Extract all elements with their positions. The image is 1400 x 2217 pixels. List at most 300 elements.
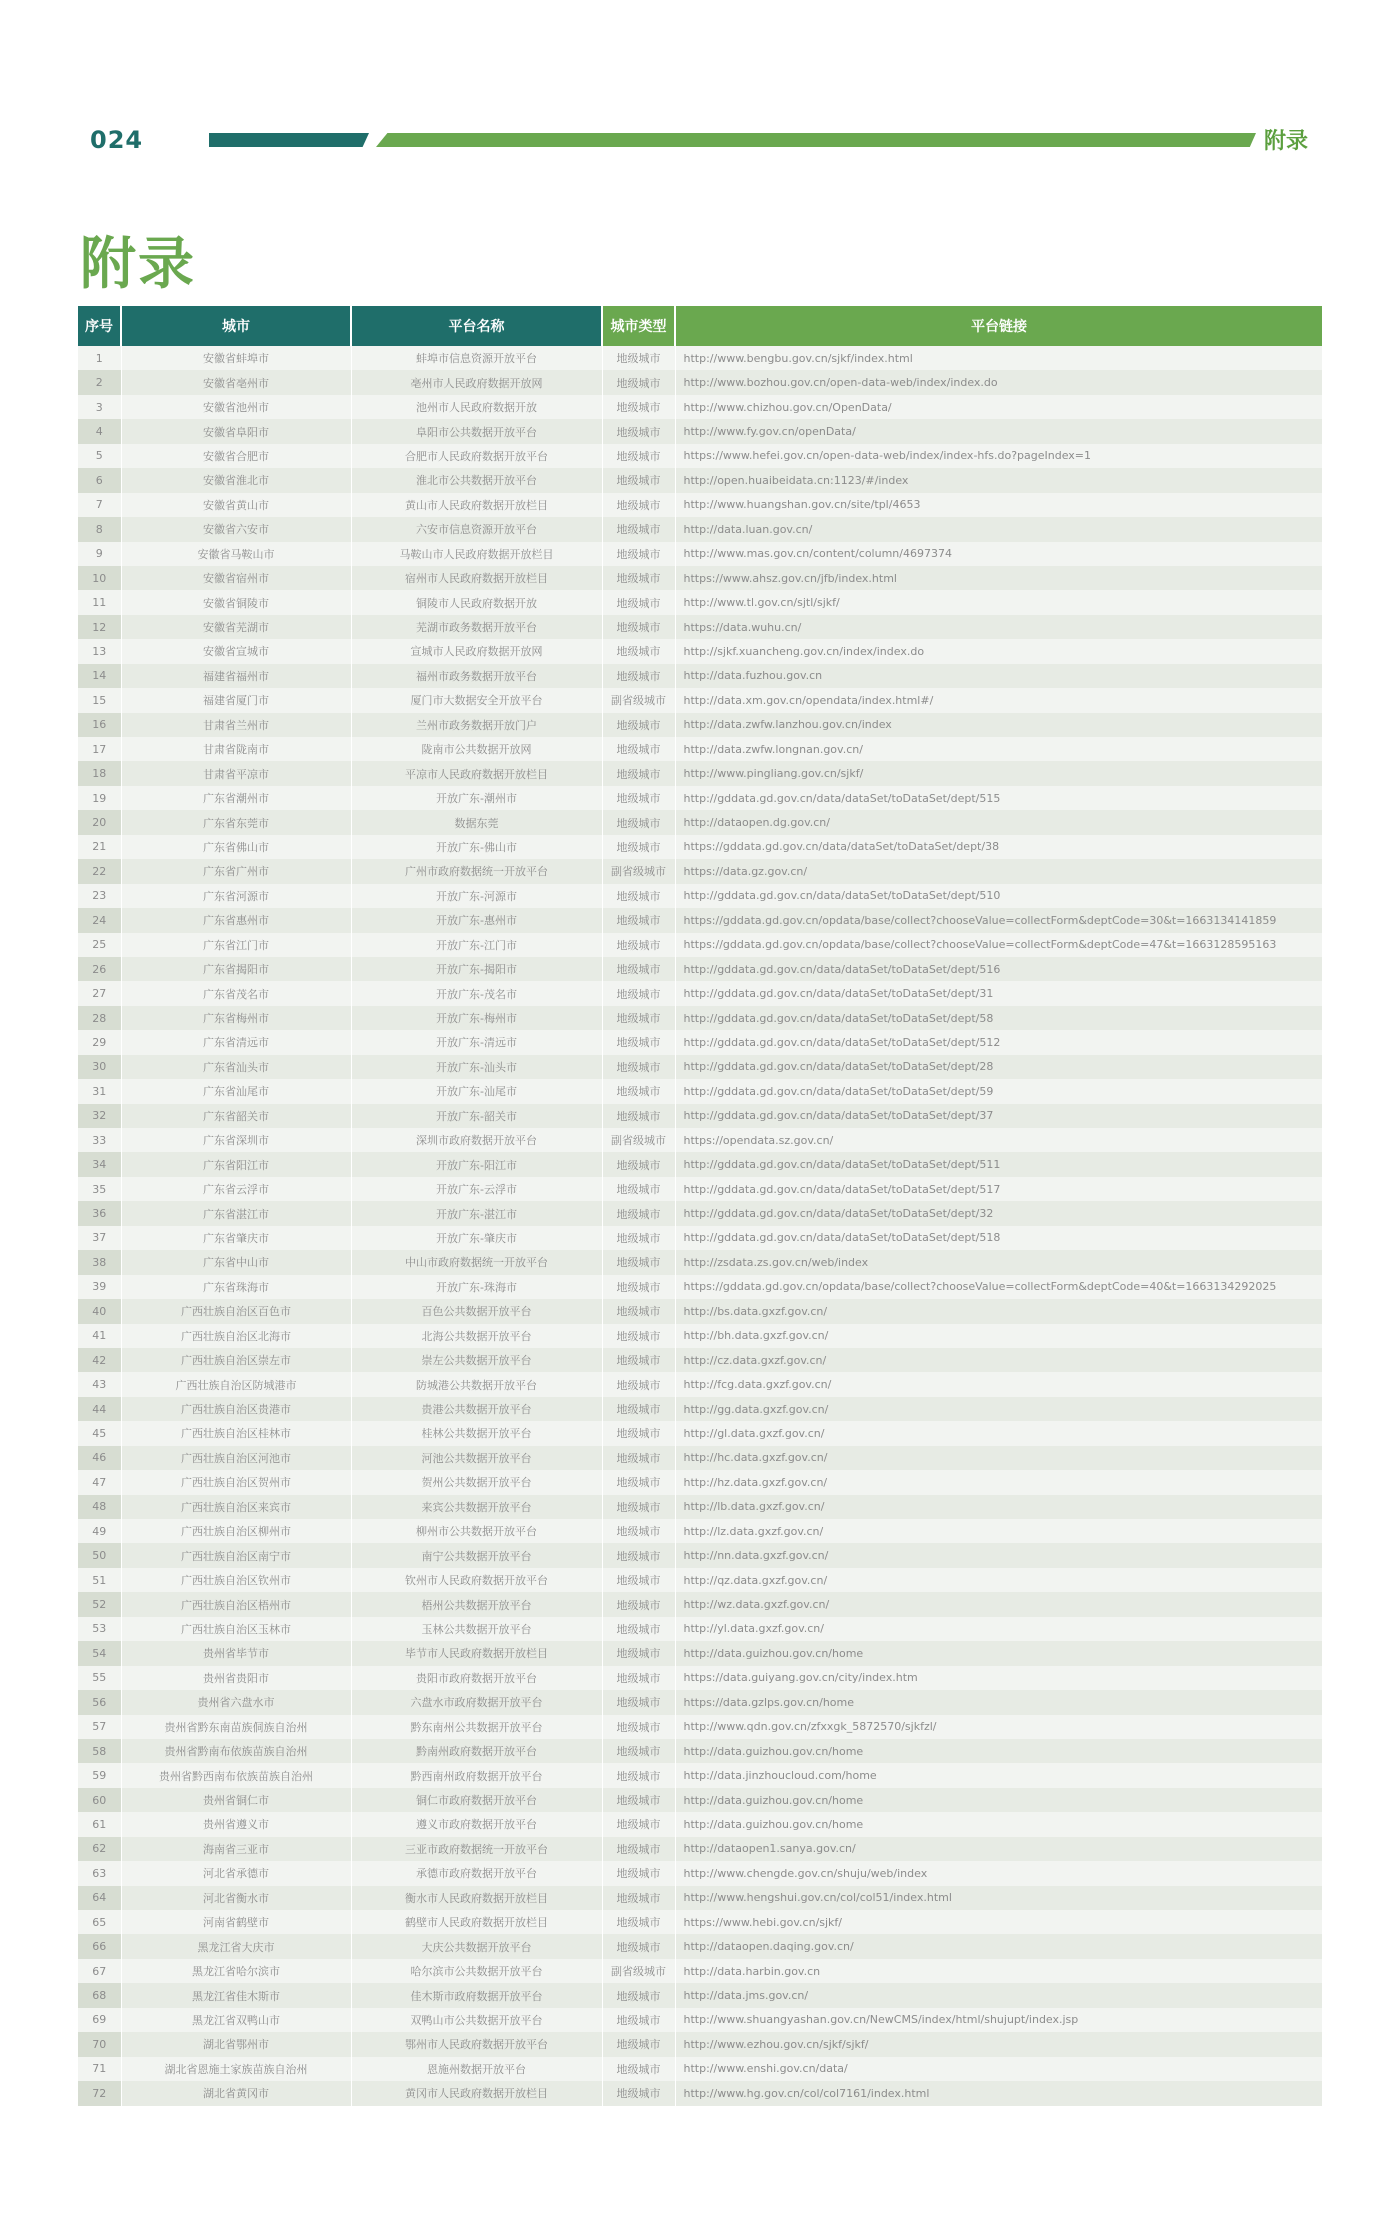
row-city-type: 地级城市 <box>602 1348 675 1372</box>
row-platform-link[interactable]: http://www.hengshui.gov.cn/col/col51/index.html <box>675 1886 1322 1910</box>
row-city-type: 地级城市 <box>602 981 675 1005</box>
table-row <box>78 615 1322 639</box>
row-city: 广东省佛山市 <box>121 835 351 859</box>
row-city: 河北省衡水市 <box>121 1886 351 1910</box>
row-city-type: 地级城市 <box>602 1641 675 1665</box>
table-row <box>78 957 1322 981</box>
table-row <box>78 1934 1322 1958</box>
row-seq: 19 <box>78 786 121 810</box>
row-platform-link[interactable]: http://bs.data.gxzf.gov.cn/ <box>675 1299 1322 1323</box>
table-row <box>78 370 1322 394</box>
table-row <box>78 1983 1322 2007</box>
table-row <box>78 1470 1322 1494</box>
row-city-type: 地级城市 <box>602 590 675 614</box>
row-platform-link[interactable]: http://dataopen1.sanya.gov.cn/ <box>675 1837 1322 1861</box>
table-header-row <box>78 306 1322 346</box>
column-header-city-type: 城市类型 <box>602 306 675 346</box>
row-city-type: 地级城市 <box>602 1861 675 1885</box>
row-seq: 36 <box>78 1201 121 1225</box>
row-platform-name: 黄山市人民政府数据开放栏目 <box>351 493 602 517</box>
row-platform-link[interactable]: http://www.qdn.gov.cn/zfxxgk_5872570/sjkfzl/ <box>675 1715 1322 1739</box>
table-row <box>78 1226 1322 1250</box>
row-platform-link[interactable]: http://www.shuangyashan.gov.cn/NewCMS/index/html/shujupt/index.jsp <box>675 2008 1322 2032</box>
row-city: 黑龙江省哈尔滨市 <box>121 1959 351 1983</box>
row-city: 甘肃省平凉市 <box>121 761 351 785</box>
row-city-type: 副省级城市 <box>602 1128 675 1152</box>
row-platform-name: 遵义市政府数据开放平台 <box>351 1812 602 1836</box>
row-platform-name: 衡水市人民政府数据开放栏目 <box>351 1886 602 1910</box>
row-city: 广东省深圳市 <box>121 1128 351 1152</box>
row-city: 广东省韶关市 <box>121 1104 351 1128</box>
row-platform-name: 百色公共数据开放平台 <box>351 1299 602 1323</box>
row-platform-name: 陇南市公共数据开放网 <box>351 737 602 761</box>
table-row <box>78 1837 1322 1861</box>
row-platform-link[interactable]: http://gddata.gd.gov.cn/data/dataSet/toDataSet/dept/510 <box>675 884 1322 908</box>
row-city-type: 地级城市 <box>602 664 675 688</box>
row-platform-link[interactable]: http://hc.data.gxzf.gov.cn/ <box>675 1446 1322 1470</box>
row-platform-link[interactable]: http://data.luan.gov.cn/ <box>675 517 1322 541</box>
table-row <box>78 346 1322 370</box>
row-seq: 45 <box>78 1421 121 1445</box>
row-city: 黑龙江省双鸭山市 <box>121 2008 351 2032</box>
row-platform-link[interactable]: http://open.huaibeidata.cn:1123/#/index <box>675 468 1322 492</box>
row-city: 贵州省贵阳市 <box>121 1666 351 1690</box>
table-row <box>78 1055 1322 1079</box>
row-platform-link[interactable]: https://gddata.gd.gov.cn/opdata/base/collect?chooseValue=collectForm&deptCode=40&t=1663134292025 <box>675 1275 1322 1299</box>
row-platform-link[interactable]: http://gddata.gd.gov.cn/data/dataSet/toDataSet/dept/511 <box>675 1152 1322 1176</box>
row-platform-link[interactable]: http://wz.data.gxzf.gov.cn/ <box>675 1592 1322 1616</box>
row-city: 河北省承德市 <box>121 1861 351 1885</box>
header-bar-teal <box>209 133 369 147</box>
row-platform-name: 开放广东-惠州市 <box>351 908 602 932</box>
row-platform-link[interactable]: http://www.pingliang.gov.cn/sjkf/ <box>675 761 1322 785</box>
row-city-type: 地级城市 <box>602 493 675 517</box>
row-platform-link[interactable]: https://gddata.gd.gov.cn/opdata/base/collect?chooseValue=collectForm&deptCode=47&t=1663128595163 <box>675 933 1322 957</box>
row-platform-link[interactable]: http://data.guizhou.gov.cn/home <box>675 1739 1322 1763</box>
table-row <box>78 419 1322 443</box>
row-platform-name: 六盘水市政府数据开放平台 <box>351 1690 602 1714</box>
row-city: 安徽省池州市 <box>121 395 351 419</box>
row-platform-name: 三亚市政府数据统一开放平台 <box>351 1837 602 1861</box>
row-platform-link[interactable]: https://data.gzlps.gov.cn/home <box>675 1690 1322 1714</box>
row-city-type: 地级城市 <box>602 1495 675 1519</box>
row-city: 贵州省六盘水市 <box>121 1690 351 1714</box>
row-city-type: 地级城市 <box>602 1983 675 2007</box>
row-city-type: 地级城市 <box>602 1690 675 1714</box>
row-platform-link[interactable]: http://www.bengbu.gov.cn/sjkf/index.html <box>675 346 1322 370</box>
row-city: 广西壮族自治区玉林市 <box>121 1617 351 1641</box>
table-row <box>78 1690 1322 1714</box>
row-city: 甘肃省陇南市 <box>121 737 351 761</box>
row-seq: 68 <box>78 1983 121 2007</box>
row-platform-link[interactable]: http://data.xm.gov.cn/opendata/index.html#/ <box>675 688 1322 712</box>
row-platform-name: 深圳市政府数据开放平台 <box>351 1128 602 1152</box>
row-city: 广东省广州市 <box>121 859 351 883</box>
row-seq: 58 <box>78 1739 121 1763</box>
table-row <box>78 1030 1322 1054</box>
row-city: 广东省汕尾市 <box>121 1079 351 1103</box>
row-platform-link[interactable]: http://www.chizhou.gov.cn/OpenData/ <box>675 395 1322 419</box>
table-row <box>78 1910 1322 1934</box>
table-row <box>78 786 1322 810</box>
row-city: 湖北省黄冈市 <box>121 2081 351 2105</box>
row-seq: 41 <box>78 1324 121 1348</box>
row-platform-link[interactable]: http://www.bozhou.gov.cn/open-data-web/index/index.do <box>675 370 1322 394</box>
row-platform-name: 柳州市公共数据开放平台 <box>351 1519 602 1543</box>
row-seq: 43 <box>78 1372 121 1396</box>
row-city-type: 地级城市 <box>602 444 675 468</box>
row-platform-name: 黔南州政府数据开放平台 <box>351 1739 602 1763</box>
row-platform-link[interactable]: http://dataopen.dg.gov.cn/ <box>675 810 1322 834</box>
row-seq: 3 <box>78 395 121 419</box>
row-city: 广东省珠海市 <box>121 1275 351 1299</box>
row-platform-link[interactable]: http://www.hg.gov.cn/col/col7161/index.html <box>675 2081 1322 2105</box>
row-platform-name: 黔东南州公共数据开放平台 <box>351 1715 602 1739</box>
page-title: 附录 <box>80 232 196 297</box>
row-platform-name: 广州市政府数据统一开放平台 <box>351 859 602 883</box>
row-seq: 50 <box>78 1543 121 1567</box>
row-platform-name: 厦门市大数据安全开放平台 <box>351 688 602 712</box>
table-row <box>78 1812 1322 1836</box>
row-platform-name: 贵港公共数据开放平台 <box>351 1397 602 1421</box>
row-platform-name: 开放广东-珠海市 <box>351 1275 602 1299</box>
row-platform-name: 蚌埠市信息资源开放平台 <box>351 346 602 370</box>
table-row <box>78 981 1322 1005</box>
row-platform-link[interactable]: http://www.enshi.gov.cn/data/ <box>675 2057 1322 2081</box>
row-platform-name: 开放广东-佛山市 <box>351 835 602 859</box>
row-platform-name: 承德市政府数据开放平台 <box>351 1861 602 1885</box>
row-city: 广西壮族自治区南宁市 <box>121 1543 351 1567</box>
table-row <box>78 639 1322 663</box>
row-city-type: 地级城市 <box>602 1226 675 1250</box>
row-seq: 8 <box>78 517 121 541</box>
table-row <box>78 713 1322 737</box>
row-seq: 70 <box>78 2032 121 2056</box>
row-seq: 47 <box>78 1470 121 1494</box>
row-seq: 39 <box>78 1275 121 1299</box>
row-platform-link[interactable]: http://hz.data.gxzf.gov.cn/ <box>675 1470 1322 1494</box>
row-city: 广东省茂名市 <box>121 981 351 1005</box>
row-platform-link[interactable]: https://data.gz.gov.cn/ <box>675 859 1322 883</box>
row-platform-link[interactable]: http://data.harbin.gov.cn <box>675 1959 1322 1983</box>
row-platform-name: 梧州公共数据开放平台 <box>351 1592 602 1616</box>
row-platform-link[interactable]: http://lz.data.gxzf.gov.cn/ <box>675 1519 1322 1543</box>
row-platform-link[interactable]: https://www.hebi.gov.cn/sjkf/ <box>675 1910 1322 1934</box>
row-city: 广东省潮州市 <box>121 786 351 810</box>
row-seq: 31 <box>78 1079 121 1103</box>
row-platform-link[interactable]: http://dataopen.daqing.gov.cn/ <box>675 1934 1322 1958</box>
row-seq: 7 <box>78 493 121 517</box>
row-city-type: 地级城市 <box>602 1592 675 1616</box>
row-platform-name: 哈尔滨市公共数据开放平台 <box>351 1959 602 1983</box>
row-seq: 21 <box>78 835 121 859</box>
row-city-type: 地级城市 <box>602 1934 675 1958</box>
row-city-type: 地级城市 <box>602 835 675 859</box>
row-city-type: 地级城市 <box>602 419 675 443</box>
row-city: 海南省三亚市 <box>121 1837 351 1861</box>
row-platform-link[interactable]: http://gddata.gd.gov.cn/data/dataSet/toDataSet/dept/515 <box>675 786 1322 810</box>
row-seq: 34 <box>78 1152 121 1176</box>
row-platform-link[interactable]: http://gddata.gd.gov.cn/data/dataSet/toDataSet/dept/37 <box>675 1104 1322 1128</box>
row-platform-name: 开放广东-韶关市 <box>351 1104 602 1128</box>
row-platform-link[interactable]: http://gddata.gd.gov.cn/data/dataSet/toDataSet/dept/518 <box>675 1226 1322 1250</box>
row-platform-link[interactable]: http://gddata.gd.gov.cn/data/dataSet/toDataSet/dept/59 <box>675 1079 1322 1103</box>
row-seq: 9 <box>78 542 121 566</box>
row-city: 广东省清远市 <box>121 1030 351 1054</box>
row-platform-link[interactable]: http://www.huangshan.gov.cn/site/tpl/4653 <box>675 493 1322 517</box>
row-platform-link[interactable]: http://data.guizhou.gov.cn/home <box>675 1812 1322 1836</box>
row-city-type: 地级城市 <box>602 1421 675 1445</box>
row-seq: 64 <box>78 1886 121 1910</box>
row-seq: 27 <box>78 981 121 1005</box>
row-platform-name: 平凉市人民政府数据开放栏目 <box>351 761 602 785</box>
row-platform-name: 开放广东-湛江市 <box>351 1201 602 1225</box>
row-city-type: 地级城市 <box>602 786 675 810</box>
row-city: 贵州省黔东南苗族侗族自治州 <box>121 1715 351 1739</box>
row-platform-link[interactable]: http://gddata.gd.gov.cn/data/dataSet/toDataSet/dept/32 <box>675 1201 1322 1225</box>
row-city-type: 副省级城市 <box>602 1959 675 1983</box>
row-city-type: 地级城市 <box>602 2081 675 2105</box>
row-city: 安徽省六安市 <box>121 517 351 541</box>
table-row <box>78 444 1322 468</box>
row-platform-link[interactable]: https://gddata.gd.gov.cn/opdata/base/collect?chooseValue=collectForm&deptCode=30&t=1663134141859 <box>675 908 1322 932</box>
row-city: 安徽省黄山市 <box>121 493 351 517</box>
row-platform-name: 桂林公共数据开放平台 <box>351 1421 602 1445</box>
row-platform-link[interactable]: http://gddata.gd.gov.cn/data/dataSet/toDataSet/dept/58 <box>675 1006 1322 1030</box>
row-city-type: 地级城市 <box>602 1470 675 1494</box>
row-platform-name: 开放广东-云浮市 <box>351 1177 602 1201</box>
table-row <box>78 933 1322 957</box>
row-platform-link[interactable]: http://gl.data.gxzf.gov.cn/ <box>675 1421 1322 1445</box>
row-city-type: 地级城市 <box>602 761 675 785</box>
row-city: 黑龙江省大庆市 <box>121 1934 351 1958</box>
row-platform-name: 开放广东-潮州市 <box>351 786 602 810</box>
row-city: 安徽省合肥市 <box>121 444 351 468</box>
row-platform-link[interactable]: http://gddata.gd.gov.cn/data/dataSet/toDataSet/dept/31 <box>675 981 1322 1005</box>
row-city: 福建省福州市 <box>121 664 351 688</box>
table-row <box>78 1592 1322 1616</box>
row-city-type: 地级城市 <box>602 1617 675 1641</box>
row-platform-link[interactable]: https://www.ahsz.gov.cn/jfb/index.html <box>675 566 1322 590</box>
table-row <box>78 1861 1322 1885</box>
row-platform-link[interactable]: http://data.guizhou.gov.cn/home <box>675 1641 1322 1665</box>
row-city: 广东省肇庆市 <box>121 1226 351 1250</box>
row-city-type: 地级城市 <box>602 1568 675 1592</box>
row-platform-name: 芜湖市政务数据开放平台 <box>351 615 602 639</box>
row-seq: 17 <box>78 737 121 761</box>
row-platform-link[interactable]: http://gddata.gd.gov.cn/data/dataSet/toDataSet/dept/28 <box>675 1055 1322 1079</box>
row-platform-name: 六安市信息资源开放平台 <box>351 517 602 541</box>
row-city-type: 地级城市 <box>602 2008 675 2032</box>
row-city-type: 地级城市 <box>602 1886 675 1910</box>
row-seq: 63 <box>78 1861 121 1885</box>
row-platform-name: 兰州市政务数据开放门户 <box>351 713 602 737</box>
row-city: 贵州省遵义市 <box>121 1812 351 1836</box>
table-row <box>78 1543 1322 1567</box>
table-row <box>78 1104 1322 1128</box>
row-city-type: 地级城市 <box>602 908 675 932</box>
row-city-type: 地级城市 <box>602 1739 675 1763</box>
row-city-type: 地级城市 <box>602 1275 675 1299</box>
row-platform-link[interactable]: https://data.guiyang.gov.cn/city/index.htm <box>675 1666 1322 1690</box>
row-city-type: 地级城市 <box>602 1079 675 1103</box>
row-seq: 28 <box>78 1006 121 1030</box>
row-city: 广东省梅州市 <box>121 1006 351 1030</box>
row-platform-link[interactable]: http://cz.data.gxzf.gov.cn/ <box>675 1348 1322 1372</box>
row-city: 广西壮族自治区北海市 <box>121 1324 351 1348</box>
row-platform-link[interactable]: http://gg.data.gxzf.gov.cn/ <box>675 1397 1322 1421</box>
row-city-type: 地级城市 <box>602 395 675 419</box>
table-row <box>78 859 1322 883</box>
row-city-type: 地级城市 <box>602 713 675 737</box>
row-city-type: 地级城市 <box>602 1250 675 1274</box>
row-platform-link[interactable]: http://yl.data.gxzf.gov.cn/ <box>675 1617 1322 1641</box>
row-city: 广西壮族自治区百色市 <box>121 1299 351 1323</box>
row-city-type: 地级城市 <box>602 2057 675 2081</box>
row-seq: 71 <box>78 2057 121 2081</box>
row-city-type: 地级城市 <box>602 1030 675 1054</box>
table-row <box>78 1177 1322 1201</box>
row-city-type: 地级城市 <box>602 1837 675 1861</box>
row-platform-name: 来宾公共数据开放平台 <box>351 1495 602 1519</box>
table-row <box>78 2081 1322 2105</box>
row-city: 广西壮族自治区梧州市 <box>121 1592 351 1616</box>
table-row <box>78 1568 1322 1592</box>
row-seq: 66 <box>78 1934 121 1958</box>
row-city-type: 地级城市 <box>602 1519 675 1543</box>
row-city-type: 地级城市 <box>602 1910 675 1934</box>
row-platform-link[interactable]: http://gddata.gd.gov.cn/data/dataSet/toDataSet/dept/512 <box>675 1030 1322 1054</box>
table-row <box>78 688 1322 712</box>
row-platform-link[interactable]: http://www.tl.gov.cn/sjtl/sjkf/ <box>675 590 1322 614</box>
row-seq: 6 <box>78 468 121 492</box>
row-platform-link[interactable]: https://www.hefei.gov.cn/open-data-web/index/index-hfs.do?pageIndex=1 <box>675 444 1322 468</box>
row-platform-link[interactable]: https://data.wuhu.cn/ <box>675 615 1322 639</box>
row-platform-link[interactable]: http://www.chengde.gov.cn/shuju/web/index <box>675 1861 1322 1885</box>
row-city-type: 地级城市 <box>602 1715 675 1739</box>
row-platform-link[interactable]: http://data.zwfw.longnan.gov.cn/ <box>675 737 1322 761</box>
table-row <box>78 761 1322 785</box>
row-city: 安徽省蚌埠市 <box>121 346 351 370</box>
row-seq: 53 <box>78 1617 121 1641</box>
row-seq: 30 <box>78 1055 121 1079</box>
row-platform-link[interactable]: http://data.jinzhoucloud.com/home <box>675 1763 1322 1787</box>
row-platform-name: 贵阳市政府数据开放平台 <box>351 1666 602 1690</box>
row-city: 安徽省淮北市 <box>121 468 351 492</box>
row-platform-name: 开放广东-揭阳市 <box>351 957 602 981</box>
row-platform-link[interactable]: http://gddata.gd.gov.cn/data/dataSet/toDataSet/dept/516 <box>675 957 1322 981</box>
row-city-type: 地级城市 <box>602 957 675 981</box>
platform-table <box>78 306 1322 2106</box>
row-seq: 16 <box>78 713 121 737</box>
row-platform-link[interactable]: http://data.jms.gov.cn/ <box>675 1983 1322 2007</box>
row-platform-link[interactable]: http://zsdata.zs.gov.cn/web/index <box>675 1250 1322 1274</box>
row-seq: 69 <box>78 2008 121 2032</box>
row-city: 安徽省亳州市 <box>121 370 351 394</box>
row-platform-link[interactable]: http://qz.data.gxzf.gov.cn/ <box>675 1568 1322 1592</box>
row-seq: 65 <box>78 1910 121 1934</box>
table-row <box>78 1959 1322 1983</box>
row-platform-name: 黄冈市人民政府数据开放栏目 <box>351 2081 602 2105</box>
row-seq: 22 <box>78 859 121 883</box>
row-seq: 20 <box>78 810 121 834</box>
row-platform-name: 佳木斯市政府数据开放平台 <box>351 1983 602 2007</box>
row-city: 贵州省毕节市 <box>121 1641 351 1665</box>
row-seq: 48 <box>78 1495 121 1519</box>
row-city: 湖北省鄂州市 <box>121 2032 351 2056</box>
row-platform-link[interactable]: https://gddata.gd.gov.cn/data/dataSet/toDataSet/dept/38 <box>675 835 1322 859</box>
row-seq: 23 <box>78 884 121 908</box>
row-city-type: 地级城市 <box>602 1788 675 1812</box>
row-city: 广西壮族自治区崇左市 <box>121 1348 351 1372</box>
row-seq: 42 <box>78 1348 121 1372</box>
table-row <box>78 1372 1322 1396</box>
row-platform-name: 宣城市人民政府数据开放网 <box>351 639 602 663</box>
row-seq: 54 <box>78 1641 121 1665</box>
row-platform-name: 恩施州数据开放平台 <box>351 2057 602 2081</box>
row-seq: 61 <box>78 1812 121 1836</box>
table-row <box>78 1006 1322 1030</box>
row-platform-link[interactable]: http://www.ezhou.gov.cn/sjkf/sjkf/ <box>675 2032 1322 2056</box>
row-city-type: 地级城市 <box>602 468 675 492</box>
row-platform-link[interactable]: http://www.mas.gov.cn/content/column/4697374 <box>675 542 1322 566</box>
row-seq: 40 <box>78 1299 121 1323</box>
row-platform-link[interactable]: http://bh.data.gxzf.gov.cn/ <box>675 1324 1322 1348</box>
row-platform-link[interactable]: http://lb.data.gxzf.gov.cn/ <box>675 1495 1322 1519</box>
table-row <box>78 737 1322 761</box>
row-city: 安徽省马鞍山市 <box>121 542 351 566</box>
table-row <box>78 1299 1322 1323</box>
row-platform-name: 贺州公共数据开放平台 <box>351 1470 602 1494</box>
row-city-type: 地级城市 <box>602 1543 675 1567</box>
row-city-type: 地级城市 <box>602 566 675 590</box>
row-city-type: 地级城市 <box>602 1812 675 1836</box>
table-row <box>78 664 1322 688</box>
row-city: 安徽省宿州市 <box>121 566 351 590</box>
row-platform-link[interactable]: http://data.zwfw.lanzhou.gov.cn/index <box>675 713 1322 737</box>
row-platform-name: 开放广东-江门市 <box>351 933 602 957</box>
row-seq: 49 <box>78 1519 121 1543</box>
row-platform-link[interactable]: http://www.fy.gov.cn/openData/ <box>675 419 1322 443</box>
row-platform-name: 池州市人民政府数据开放 <box>351 395 602 419</box>
row-platform-link[interactable]: http://fcg.data.gxzf.gov.cn/ <box>675 1372 1322 1396</box>
row-platform-link[interactable]: http://gddata.gd.gov.cn/data/dataSet/toDataSet/dept/517 <box>675 1177 1322 1201</box>
row-seq: 46 <box>78 1446 121 1470</box>
page-number: 024 <box>90 126 144 154</box>
row-platform-link[interactable]: http://data.fuzhou.gov.cn <box>675 664 1322 688</box>
row-seq: 59 <box>78 1763 121 1787</box>
row-city-type: 地级城市 <box>602 884 675 908</box>
table-row <box>78 2057 1322 2081</box>
row-platform-link[interactable]: http://data.guizhou.gov.cn/home <box>675 1788 1322 1812</box>
table-row <box>78 395 1322 419</box>
row-platform-link[interactable]: http://nn.data.gxzf.gov.cn/ <box>675 1543 1322 1567</box>
row-platform-name: 鹤壁市人民政府数据开放栏目 <box>351 1910 602 1934</box>
row-city: 贵州省黔南布依族苗族自治州 <box>121 1739 351 1763</box>
row-platform-name: 阜阳市公共数据开放平台 <box>351 419 602 443</box>
row-platform-name: 毕节市人民政府数据开放栏目 <box>351 1641 602 1665</box>
row-platform-name: 开放广东-阳江市 <box>351 1152 602 1176</box>
row-platform-name: 马鞍山市人民政府数据开放栏目 <box>351 542 602 566</box>
row-city: 安徽省芜湖市 <box>121 615 351 639</box>
row-seq: 37 <box>78 1226 121 1250</box>
row-platform-link[interactable]: https://opendata.sz.gov.cn/ <box>675 1128 1322 1152</box>
row-city-type: 地级城市 <box>602 615 675 639</box>
row-city-type: 地级城市 <box>602 737 675 761</box>
row-platform-link[interactable]: http://sjkf.xuancheng.gov.cn/index/index.do <box>675 639 1322 663</box>
row-city: 广西壮族自治区桂林市 <box>121 1421 351 1445</box>
row-platform-name: 数据东莞 <box>351 810 602 834</box>
